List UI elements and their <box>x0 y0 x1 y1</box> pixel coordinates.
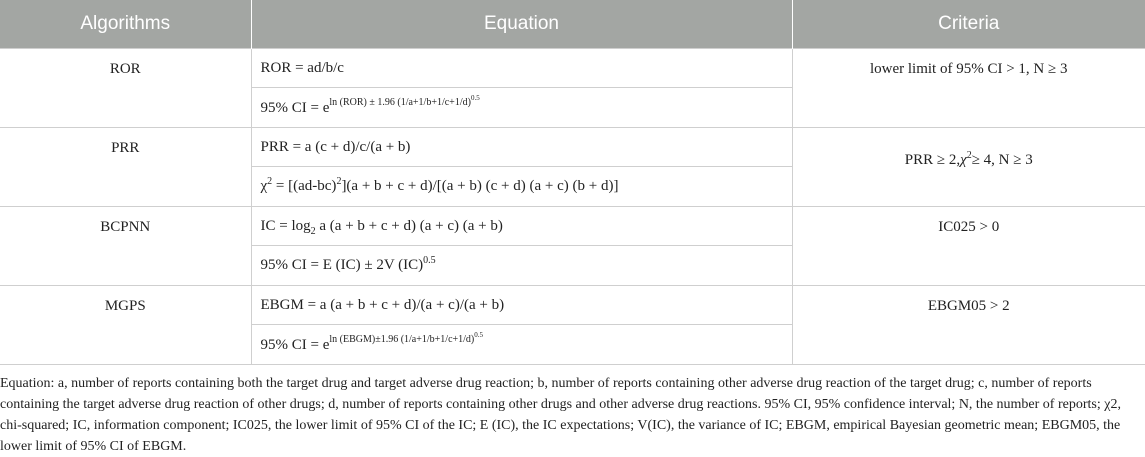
chi-superscript: 2 <box>267 176 273 187</box>
exponent-power: 0.5 <box>474 331 484 339</box>
chi-symbol: χ <box>960 152 967 168</box>
table-row <box>0 49 1145 88</box>
exponent-text: ln (ROR) ± 1.96 (1/a+1/b+1/c+1/d) <box>329 97 471 108</box>
exponent-text: ln (EBGM)±1.96 (1/a+1/b+1/c+1/d) <box>329 334 475 345</box>
equation-cell <box>251 88 792 128</box>
equation-text: ROR = ad/b/c <box>260 59 344 76</box>
equation-cell <box>251 167 792 207</box>
criteria-part: ≥ 4, N ≥ 3 <box>971 152 1033 168</box>
equation-text: a (a + b + c + d) (a + c) (a + b) <box>315 217 503 234</box>
log-subscript: 2 <box>310 225 316 237</box>
equation-cell <box>251 49 792 88</box>
equation-exponent <box>329 94 480 108</box>
algorithm-label: MGPS <box>104 298 146 314</box>
algorithm-cell <box>0 128 251 207</box>
chi-superscript: 2 <box>966 150 972 161</box>
equation-exponent <box>329 331 484 345</box>
table-footnote: Equation: a, number of reports containing both the target drug and target adverse drug reaction; b, number of reports containing other adverse drug reaction of the target drug; c, number of reports containing the target adverse drug reaction of other drugs; d, number of reports containing other drugs and other adverse drug reactions. 95% CI, 95% confidence interval; N, the number of reports; χ2, chi-squared; IC, information component; IC025, the lower limit of 95% CI of the IC; E (IC), the IC expectations; V(IC), the variance of IC; EBGM, empirical Bayesian geometric mean; EBGM05, the lower limit of 95% CI of EBGM. <box>0 376 1121 454</box>
algorithm-label: BCPNN <box>100 219 151 235</box>
header-equation: Equation <box>251 0 792 49</box>
equation-text: 95% CI = e <box>260 100 330 116</box>
equation-text: PRR = a (c + d)/c/(a + b) <box>260 138 411 155</box>
equation-cell <box>251 128 792 167</box>
algorithm-label: ROR <box>109 61 141 77</box>
criteria-part: PRR ≥ 2, <box>904 152 961 168</box>
table-row <box>0 128 1145 167</box>
chi-symbol: χ <box>260 178 268 194</box>
equation-superscript: 2 <box>336 176 342 187</box>
criteria-text <box>905 128 1033 169</box>
equation-text: = [(ad-bc) <box>272 178 337 194</box>
exponent-power: 0.5 <box>470 94 480 102</box>
header-criteria: Criteria <box>792 0 1145 49</box>
equation-cell <box>251 286 792 325</box>
criteria-cell <box>792 49 1145 128</box>
equation-cell <box>251 246 792 286</box>
equation-cell <box>251 207 792 246</box>
criteria-text: lower limit of 95% CI > 1, N ≥ 3 <box>869 61 1068 77</box>
equation-cell <box>251 325 792 365</box>
equation-text: EBGM = a (a + b + c + d)/(a + c)/(a + b) <box>260 296 505 313</box>
algorithm-cell <box>0 207 251 286</box>
criteria-cell <box>792 128 1145 207</box>
equation-text: 95% CI = e <box>260 337 330 353</box>
criteria-cell <box>792 207 1145 286</box>
criteria-text: IC025 > 0 <box>938 219 1000 235</box>
criteria-cell <box>792 286 1145 365</box>
table-row <box>0 286 1145 325</box>
header-algorithms: Algorithms <box>0 0 251 49</box>
equation-text: ](a + b + c + d)/[(a + b) (c + d) (a + c) (b + d)] <box>341 178 619 194</box>
header-row <box>0 0 1145 49</box>
equation-text: 95% CI = E (IC) ± 2V (IC) <box>260 257 424 273</box>
algorithm-cell <box>0 49 251 128</box>
equation-text: IC = log <box>260 217 311 234</box>
criteria-text: EBGM05 > 2 <box>927 298 1010 314</box>
equation-superscript: 0.5 <box>423 255 436 266</box>
table-row <box>0 207 1145 246</box>
algorithm-label: PRR <box>111 140 140 156</box>
algorithm-cell <box>0 286 251 365</box>
